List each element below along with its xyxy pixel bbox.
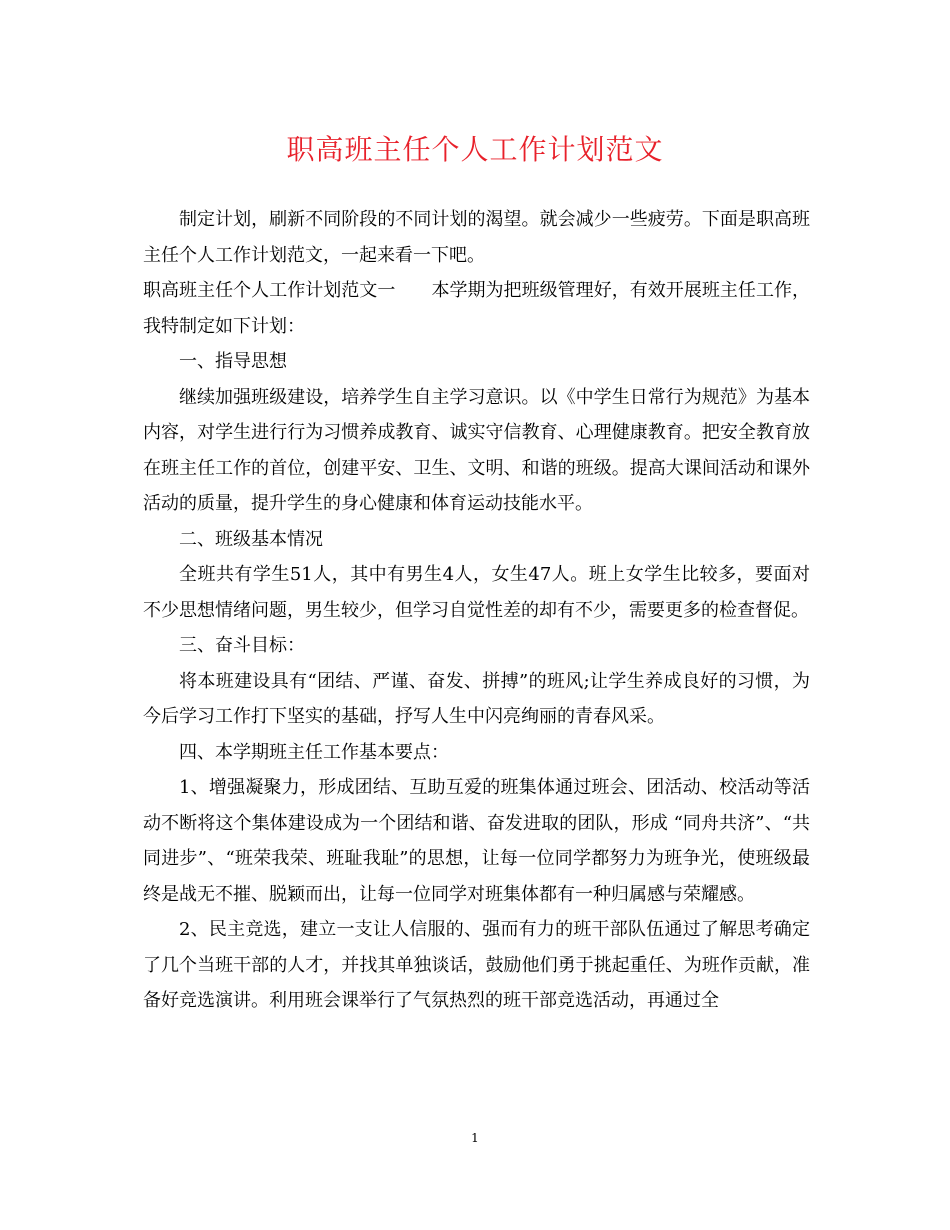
section-heading-goals: 三、奋斗目标： — [179, 635, 305, 656]
goals-paragraph: 将本班建设具有“团结、严谨、奋发、拼搏”的班风;让学生养成良好的习惯，为今后学习工作打下坚实的基础，抒写人生中闪亮绚丽的青春风采。 — [143, 670, 810, 727]
key-point-1-paragraph: 1、增强凝聚力，形成团结、互助互爱的班集体通过班会、团活动、校活动等活动不断将这个集体建设成为一个团结和谐、奋发进取的团队，形成 “同舟共济”、“共同进步”、“班荣我荣、班耻我耻”的思想，让每一位同学都努力为班争光，使班级最终是战无不摧、脱颖而出，让每一位同学对班集体都有一种归属感与荣耀感。 — [143, 777, 810, 905]
plan-heading-paragraph: 职高班主任个人工作计划范文一 本学期为把班级管理好，有效开展班主任工作，我特制定如下计划： — [143, 280, 810, 337]
intro-paragraph: 制定计划，刷新不同阶段的不同计划的渴望。就会减少一些疲劳。下面是职高班主任个人工作计划范文，一起来看一下吧。 — [143, 209, 810, 266]
class-situation-paragraph: 全班共有学生51人，其中有男生4人，女生47人。班上女学生比较多，要面对不少思想情绪问题，男生较少，但学习自觉性差的却有不少，需要更多的检查督促。 — [143, 564, 810, 621]
document-body — [143, 202, 810, 1019]
section-heading-key-points: 四、本学期班主任工作基本要点： — [179, 741, 449, 763]
guiding-thought-paragraph: 继续加强班级建设，培养学生自主学习意识。以《中学生日常行为规范》为基本内容，对学生进行行为习惯养成教育、诚实守信教育、心理健康教育。把安全教育放在班主任工作的首位，创建平安、卫生、文明、和谐的班级。提高大课间活动和课外活动的质量，提升学生的身心健康和体育运动技能水平。 — [143, 386, 810, 514]
document-title: 职高班主任个人工作计划范文 — [286, 133, 664, 166]
key-point-2-paragraph: 2、民主竞选，建立一支让人信服的、强而有力的班干部队伍通过了解思考确定了几个当班干部的人才，并找其单独谈话，鼓励他们勇于挑起重任、为班作贡献，准备好竞选演讲。利用班会课举行了气氛热烈的班干部竞选活动，再通过全 — [143, 919, 810, 1011]
page-number: 1 — [471, 1131, 479, 1145]
section-heading-guiding-thought: 一、指导思想 — [179, 351, 287, 372]
section-heading-class-situation: 二、班级基本情况 — [179, 528, 323, 550]
